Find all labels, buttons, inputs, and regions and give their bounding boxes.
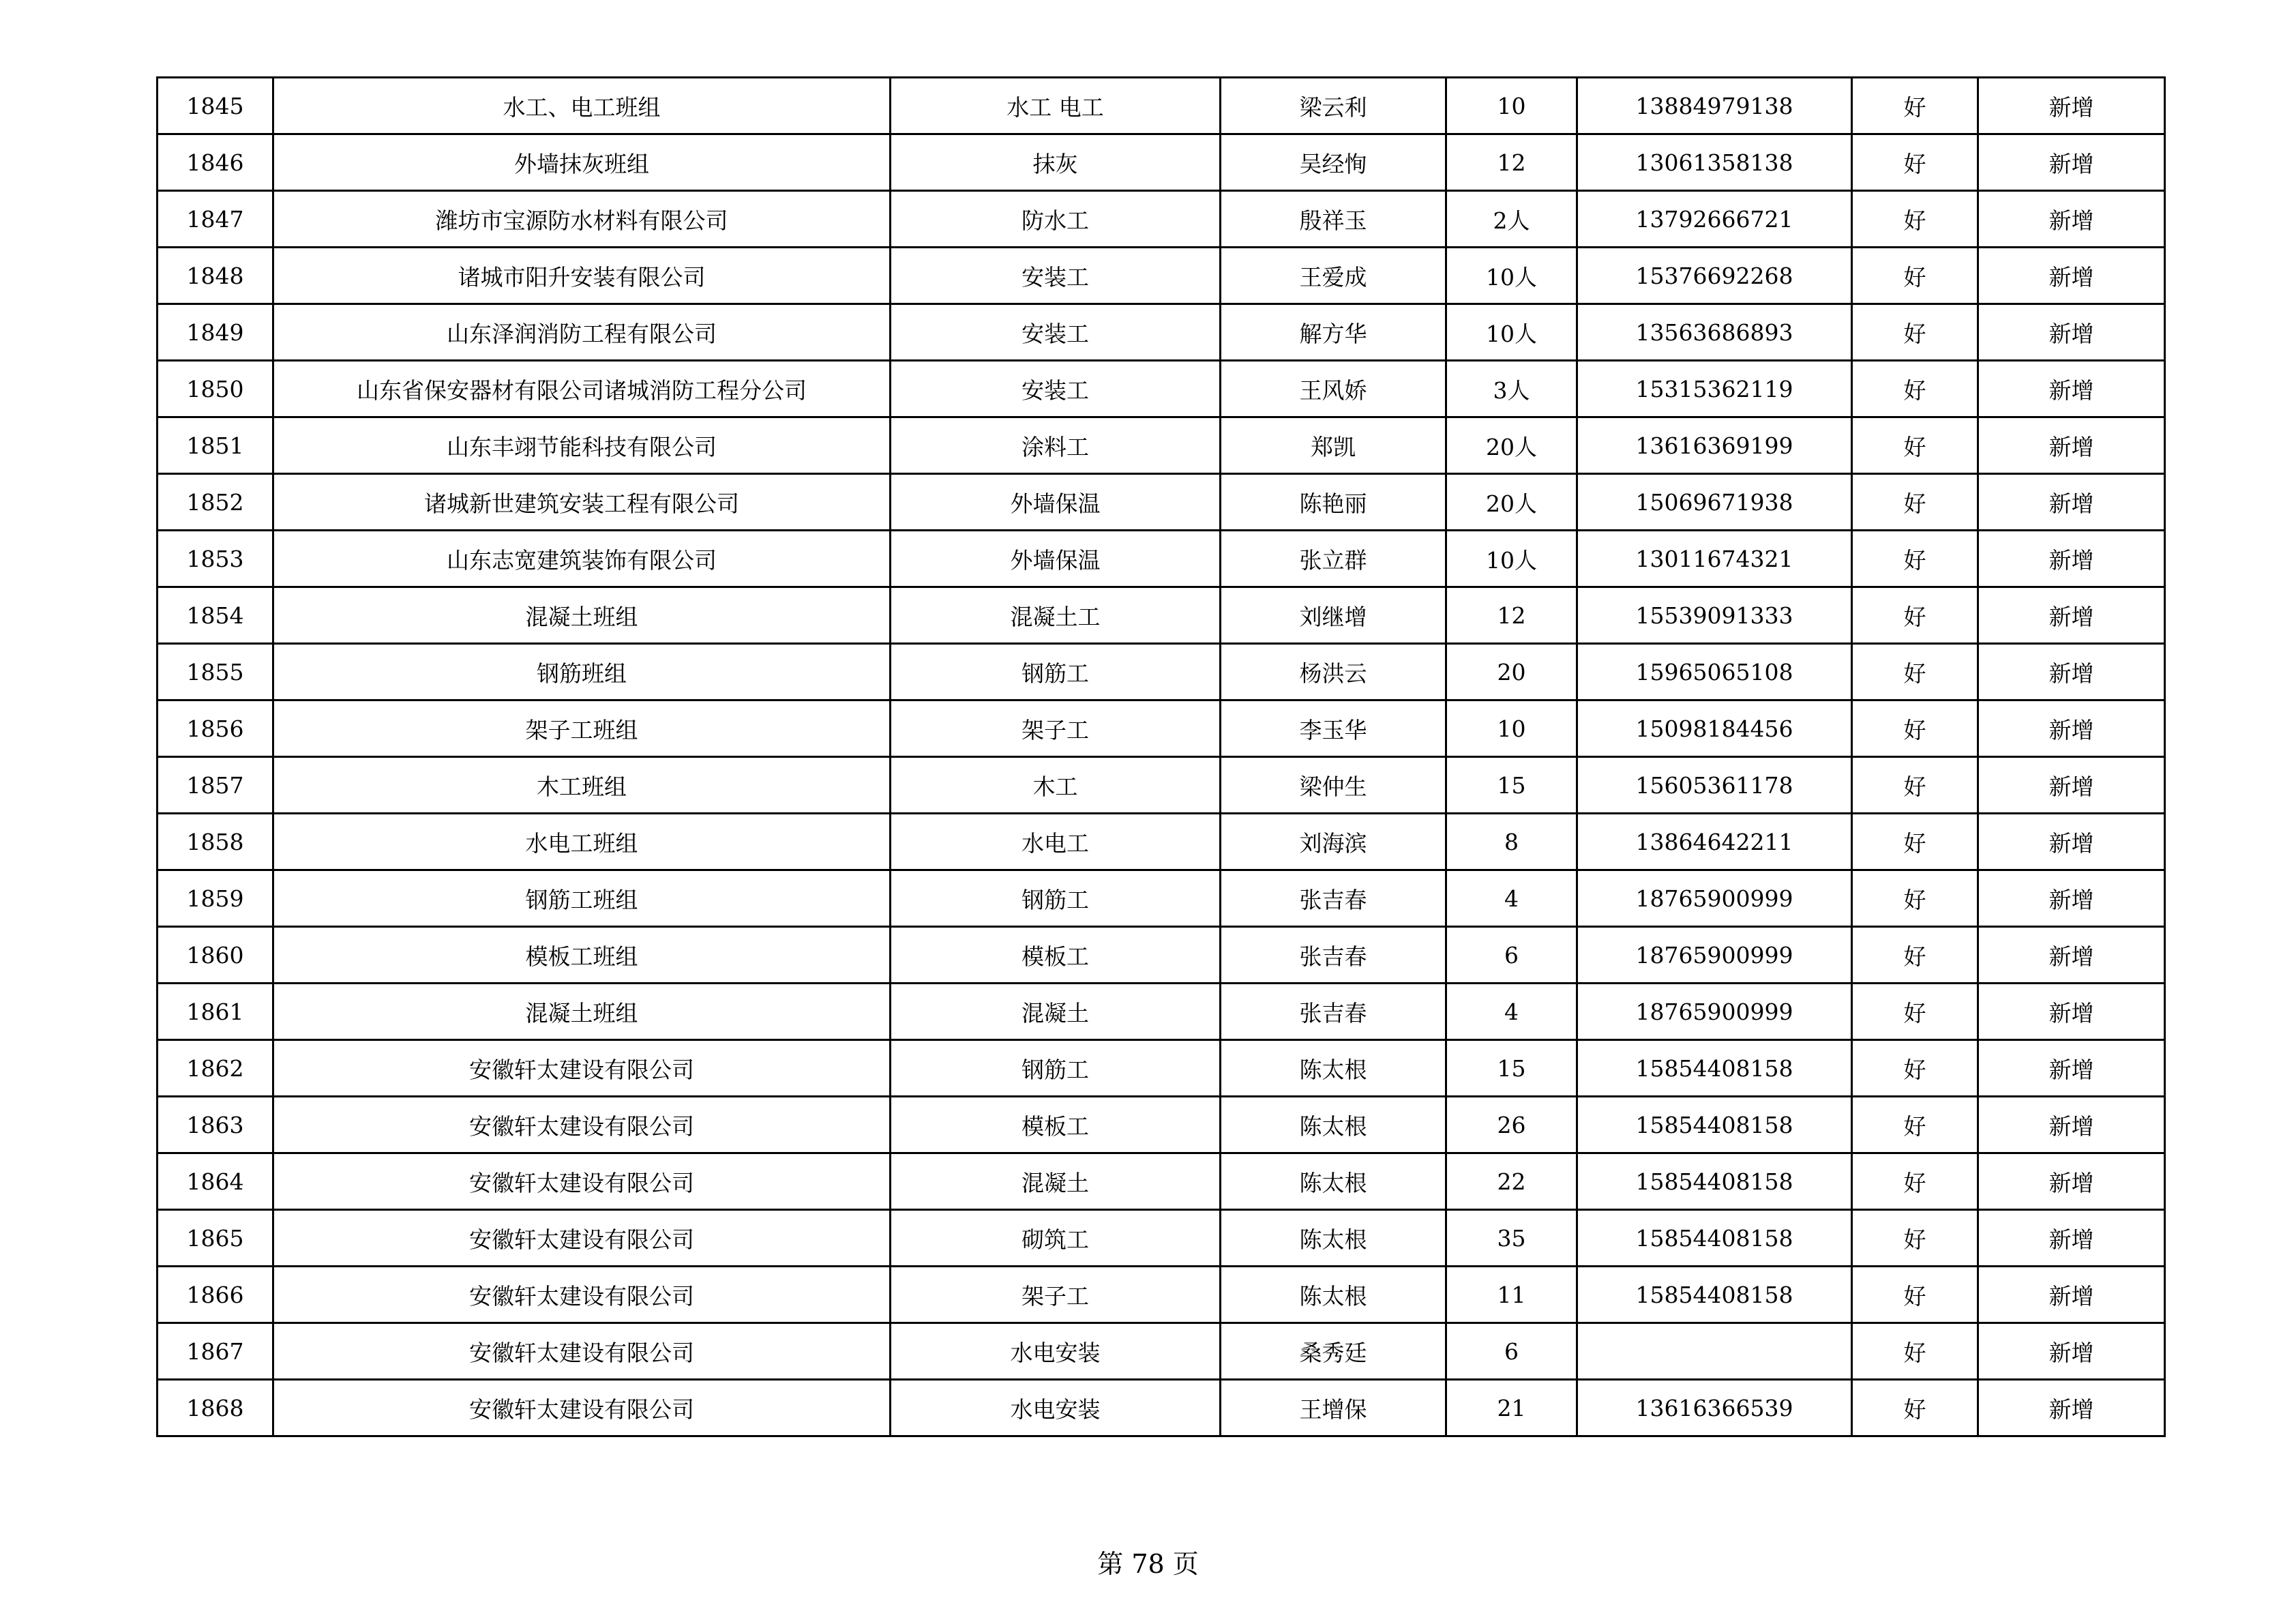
rating-cell: 好 <box>1852 870 1978 927</box>
headcount-cell: 11 <box>1446 1267 1577 1323</box>
status-cell: 新增 <box>1978 587 2165 644</box>
team-name-cell: 混凝土班组 <box>273 587 891 644</box>
team-name-cell: 山东省保安器材有限公司诸城消防工程分公司 <box>273 361 891 417</box>
row-number-cell: 1866 <box>158 1267 273 1323</box>
phone-cell: 18765900999 <box>1577 927 1852 984</box>
status-cell: 新增 <box>1978 1210 2165 1267</box>
rating-cell: 好 <box>1852 417 1978 474</box>
status-cell: 新增 <box>1978 984 2165 1040</box>
contact-name-cell: 张吉春 <box>1221 870 1446 927</box>
status-cell: 新增 <box>1978 191 2165 248</box>
status-cell: 新增 <box>1978 531 2165 587</box>
rating-cell: 好 <box>1852 1097 1978 1153</box>
rating-cell: 好 <box>1852 361 1978 417</box>
rating-cell: 好 <box>1852 1210 1978 1267</box>
rating-cell: 好 <box>1852 1040 1978 1097</box>
table-row <box>158 474 2165 531</box>
contact-name-cell: 陈太根 <box>1221 1267 1446 1323</box>
team-name-cell: 诸城新世建筑安装工程有限公司 <box>273 474 891 531</box>
table-row <box>158 248 2165 304</box>
trade-cell: 钢筋工 <box>891 1040 1221 1097</box>
table-row <box>158 1097 2165 1153</box>
status-cell: 新增 <box>1978 644 2165 700</box>
contact-name-cell: 刘继增 <box>1221 587 1446 644</box>
team-name-cell: 混凝土班组 <box>273 984 891 1040</box>
phone-cell: 15069671938 <box>1577 474 1852 531</box>
trade-cell: 防水工 <box>891 191 1221 248</box>
trade-cell: 混凝土 <box>891 1153 1221 1210</box>
table-row <box>158 78 2165 134</box>
team-name-cell: 安徽轩太建设有限公司 <box>273 1210 891 1267</box>
trade-cell: 外墙保温 <box>891 531 1221 587</box>
team-name-cell: 木工班组 <box>273 757 891 814</box>
table-row <box>158 417 2165 474</box>
status-cell: 新增 <box>1978 474 2165 531</box>
rating-cell: 好 <box>1852 78 1978 134</box>
table-row <box>158 984 2165 1040</box>
table-row <box>158 361 2165 417</box>
row-number-cell: 1864 <box>158 1153 273 1210</box>
row-number-cell: 1847 <box>158 191 273 248</box>
status-cell: 新增 <box>1978 870 2165 927</box>
phone-cell: 15539091333 <box>1577 587 1852 644</box>
row-number-cell: 1863 <box>158 1097 273 1153</box>
rating-cell: 好 <box>1852 474 1978 531</box>
rating-cell: 好 <box>1852 1153 1978 1210</box>
contact-name-cell: 张吉春 <box>1221 927 1446 984</box>
row-number-cell: 1849 <box>158 304 273 361</box>
headcount-cell: 12 <box>1446 134 1577 191</box>
rating-cell: 好 <box>1852 927 1978 984</box>
status-cell: 新增 <box>1978 1153 2165 1210</box>
contact-name-cell: 李玉华 <box>1221 700 1446 757</box>
headcount-cell: 22 <box>1446 1153 1577 1210</box>
phone-cell: 15605361178 <box>1577 757 1852 814</box>
phone-cell: 13011674321 <box>1577 531 1852 587</box>
team-name-cell: 水工、电工班组 <box>273 78 891 134</box>
rating-cell: 好 <box>1852 191 1978 248</box>
table-row <box>158 1040 2165 1097</box>
contact-name-cell: 陈艳丽 <box>1221 474 1446 531</box>
phone-cell: 15376692268 <box>1577 248 1852 304</box>
phone-cell: 15315362119 <box>1577 361 1852 417</box>
rating-cell: 好 <box>1852 134 1978 191</box>
team-name-cell: 潍坊市宝源防水材料有限公司 <box>273 191 891 248</box>
row-number-cell: 1853 <box>158 531 273 587</box>
trade-cell: 钢筋工 <box>891 870 1221 927</box>
headcount-cell: 10 <box>1446 78 1577 134</box>
trade-cell: 架子工 <box>891 1267 1221 1323</box>
status-cell: 新增 <box>1978 134 2165 191</box>
phone-cell: 13864642211 <box>1577 814 1852 870</box>
row-number-cell: 1851 <box>158 417 273 474</box>
headcount-cell: 4 <box>1446 870 1577 927</box>
contact-name-cell: 杨洪云 <box>1221 644 1446 700</box>
phone-cell: 15854408158 <box>1577 1267 1852 1323</box>
contact-name-cell: 陈太根 <box>1221 1097 1446 1153</box>
trade-cell: 模板工 <box>891 927 1221 984</box>
headcount-cell: 20人 <box>1446 417 1577 474</box>
row-number-cell: 1862 <box>158 1040 273 1097</box>
headcount-cell: 21 <box>1446 1380 1577 1436</box>
team-name-cell: 安徽轩太建设有限公司 <box>273 1153 891 1210</box>
headcount-cell: 12 <box>1446 587 1577 644</box>
rating-cell: 好 <box>1852 644 1978 700</box>
phone-cell: 13061358138 <box>1577 134 1852 191</box>
phone-cell: 18765900999 <box>1577 870 1852 927</box>
contact-name-cell: 梁仲生 <box>1221 757 1446 814</box>
trade-cell: 水电安装 <box>891 1380 1221 1436</box>
headcount-cell: 10人 <box>1446 304 1577 361</box>
row-number-cell: 1857 <box>158 757 273 814</box>
team-name-cell: 安徽轩太建设有限公司 <box>273 1267 891 1323</box>
table-row <box>158 814 2165 870</box>
status-cell: 新增 <box>1978 927 2165 984</box>
status-cell: 新增 <box>1978 1097 2165 1153</box>
headcount-cell: 10人 <box>1446 531 1577 587</box>
headcount-cell: 20 <box>1446 644 1577 700</box>
rating-cell: 好 <box>1852 984 1978 1040</box>
phone-cell: 15854408158 <box>1577 1097 1852 1153</box>
status-cell: 新增 <box>1978 1380 2165 1436</box>
phone-cell: 15854408158 <box>1577 1153 1852 1210</box>
row-number-cell: 1848 <box>158 248 273 304</box>
rating-cell: 好 <box>1852 248 1978 304</box>
table-row <box>158 531 2165 587</box>
rating-cell: 好 <box>1852 1323 1978 1380</box>
headcount-cell: 26 <box>1446 1097 1577 1153</box>
trade-cell: 安装工 <box>891 361 1221 417</box>
phone-cell: 13616366539 <box>1577 1380 1852 1436</box>
table-row <box>158 700 2165 757</box>
phone-cell: 13792666721 <box>1577 191 1852 248</box>
table-row <box>158 927 2165 984</box>
rating-cell: 好 <box>1852 304 1978 361</box>
contact-name-cell: 张吉春 <box>1221 984 1446 1040</box>
team-name-cell: 山东志宽建筑装饰有限公司 <box>273 531 891 587</box>
row-number-cell: 1846 <box>158 134 273 191</box>
contact-name-cell: 陈太根 <box>1221 1040 1446 1097</box>
status-cell: 新增 <box>1978 248 2165 304</box>
table-row <box>158 1153 2165 1210</box>
table-row <box>158 1380 2165 1436</box>
table-row <box>158 191 2165 248</box>
rating-cell: 好 <box>1852 587 1978 644</box>
phone-cell: 13563686893 <box>1577 304 1852 361</box>
row-number-cell: 1854 <box>158 587 273 644</box>
table-row <box>158 644 2165 700</box>
contact-name-cell: 殷祥玉 <box>1221 191 1446 248</box>
trade-cell: 钢筋工 <box>891 644 1221 700</box>
trade-cell: 外墙保温 <box>891 474 1221 531</box>
trade-cell: 水电工 <box>891 814 1221 870</box>
team-name-cell: 水电工班组 <box>273 814 891 870</box>
roster-table-body <box>158 78 2165 1436</box>
contact-name-cell: 刘海滨 <box>1221 814 1446 870</box>
team-name-cell: 钢筋班组 <box>273 644 891 700</box>
status-cell: 新增 <box>1978 361 2165 417</box>
team-name-cell: 安徽轩太建设有限公司 <box>273 1380 891 1436</box>
headcount-cell: 10 <box>1446 700 1577 757</box>
headcount-cell: 8 <box>1446 814 1577 870</box>
row-number-cell: 1868 <box>158 1380 273 1436</box>
table-row <box>158 757 2165 814</box>
headcount-cell: 35 <box>1446 1210 1577 1267</box>
row-number-cell: 1856 <box>158 700 273 757</box>
table-row <box>158 1323 2165 1380</box>
trade-cell: 架子工 <box>891 700 1221 757</box>
headcount-cell: 6 <box>1446 1323 1577 1380</box>
trade-cell: 涂料工 <box>891 417 1221 474</box>
table-row <box>158 134 2165 191</box>
table-row <box>158 1210 2165 1267</box>
table-row <box>158 870 2165 927</box>
headcount-cell: 6 <box>1446 927 1577 984</box>
contact-name-cell: 王风娇 <box>1221 361 1446 417</box>
status-cell: 新增 <box>1978 1040 2165 1097</box>
headcount-cell: 20人 <box>1446 474 1577 531</box>
table-row <box>158 304 2165 361</box>
trade-cell: 安装工 <box>891 304 1221 361</box>
row-number-cell: 1852 <box>158 474 273 531</box>
trade-cell: 水工 电工 <box>891 78 1221 134</box>
row-number-cell: 1865 <box>158 1210 273 1267</box>
trade-cell: 抹灰 <box>891 134 1221 191</box>
headcount-cell: 10人 <box>1446 248 1577 304</box>
roster-table <box>156 76 2166 1437</box>
page-number: 第 78 页 <box>1097 1549 1199 1579</box>
row-number-cell: 1850 <box>158 361 273 417</box>
trade-cell: 模板工 <box>891 1097 1221 1153</box>
contact-name-cell: 梁云利 <box>1221 78 1446 134</box>
phone-cell <box>1577 1323 1852 1380</box>
contact-name-cell: 郑凯 <box>1221 417 1446 474</box>
rating-cell: 好 <box>1852 700 1978 757</box>
team-name-cell: 架子工班组 <box>273 700 891 757</box>
trade-cell: 木工 <box>891 757 1221 814</box>
row-number-cell: 1859 <box>158 870 273 927</box>
headcount-cell: 15 <box>1446 757 1577 814</box>
team-name-cell: 山东丰翊节能科技有限公司 <box>273 417 891 474</box>
status-cell: 新增 <box>1978 1267 2165 1323</box>
status-cell: 新增 <box>1978 417 2165 474</box>
headcount-cell: 15 <box>1446 1040 1577 1097</box>
row-number-cell: 1845 <box>158 78 273 134</box>
team-name-cell: 安徽轩太建设有限公司 <box>273 1323 891 1380</box>
table-row <box>158 1267 2165 1323</box>
row-number-cell: 1867 <box>158 1323 273 1380</box>
team-name-cell: 安徽轩太建设有限公司 <box>273 1097 891 1153</box>
phone-cell: 15965065108 <box>1577 644 1852 700</box>
team-name-cell: 山东泽润消防工程有限公司 <box>273 304 891 361</box>
rating-cell: 好 <box>1852 1267 1978 1323</box>
phone-cell: 13884979138 <box>1577 78 1852 134</box>
headcount-cell: 3人 <box>1446 361 1577 417</box>
team-name-cell: 模板工班组 <box>273 927 891 984</box>
rating-cell: 好 <box>1852 757 1978 814</box>
row-number-cell: 1858 <box>158 814 273 870</box>
rating-cell: 好 <box>1852 814 1978 870</box>
contact-name-cell: 吴经恂 <box>1221 134 1446 191</box>
contact-name-cell: 陈太根 <box>1221 1210 1446 1267</box>
phone-cell: 15098184456 <box>1577 700 1852 757</box>
team-name-cell: 诸城市阳升安装有限公司 <box>273 248 891 304</box>
status-cell: 新增 <box>1978 814 2165 870</box>
row-number-cell: 1855 <box>158 644 273 700</box>
team-name-cell: 安徽轩太建设有限公司 <box>273 1040 891 1097</box>
status-cell: 新增 <box>1978 757 2165 814</box>
phone-cell: 15854408158 <box>1577 1210 1852 1267</box>
status-cell: 新增 <box>1978 1323 2165 1380</box>
rating-cell: 好 <box>1852 1380 1978 1436</box>
contact-name-cell: 解方华 <box>1221 304 1446 361</box>
phone-cell: 13616369199 <box>1577 417 1852 474</box>
status-cell: 新增 <box>1978 304 2165 361</box>
phone-cell: 15854408158 <box>1577 1040 1852 1097</box>
rating-cell: 好 <box>1852 531 1978 587</box>
phone-cell: 18765900999 <box>1577 984 1852 1040</box>
team-name-cell: 钢筋工班组 <box>273 870 891 927</box>
row-number-cell: 1860 <box>158 927 273 984</box>
contact-name-cell: 王爱成 <box>1221 248 1446 304</box>
status-cell: 新增 <box>1978 700 2165 757</box>
team-name-cell: 外墙抹灰班组 <box>273 134 891 191</box>
headcount-cell: 4 <box>1446 984 1577 1040</box>
trade-cell: 安装工 <box>891 248 1221 304</box>
row-number-cell: 1861 <box>158 984 273 1040</box>
contact-name-cell: 陈太根 <box>1221 1153 1446 1210</box>
contact-name-cell: 桑秀廷 <box>1221 1323 1446 1380</box>
headcount-cell: 2人 <box>1446 191 1577 248</box>
trade-cell: 砌筑工 <box>891 1210 1221 1267</box>
contact-name-cell: 王增保 <box>1221 1380 1446 1436</box>
trade-cell: 混凝土工 <box>891 587 1221 644</box>
contact-name-cell: 张立群 <box>1221 531 1446 587</box>
trade-cell: 水电安装 <box>891 1323 1221 1380</box>
trade-cell: 混凝土 <box>891 984 1221 1040</box>
table-row <box>158 587 2165 644</box>
status-cell: 新增 <box>1978 78 2165 134</box>
